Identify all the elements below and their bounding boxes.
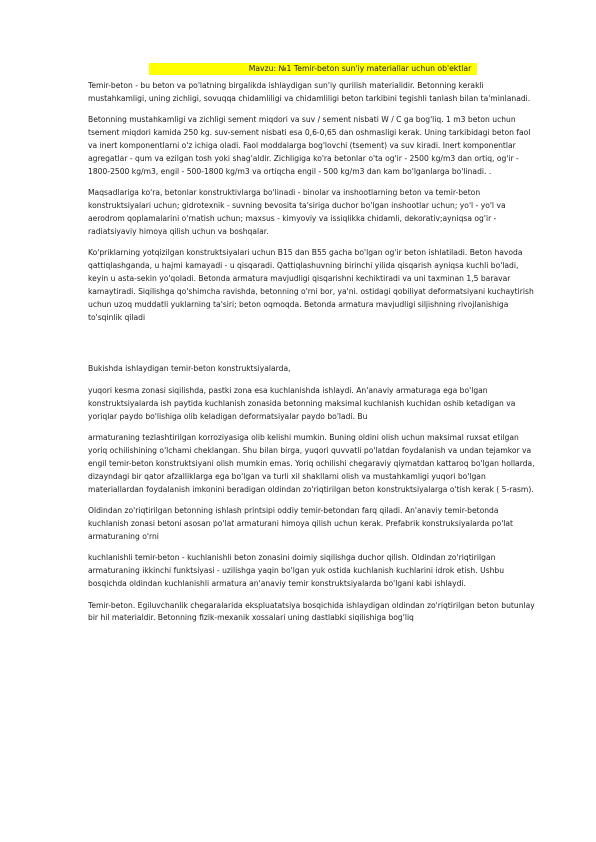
paragraph-4: Ko'priklarning yotqizilgan konstruktsiyalari uchun B15 dan B55 gacha bo'lgan og'ir beton ishlatiladi. Beton havoda qattiqlashganda, u hajmi kamayadi - u qisqaradi. Qattiqlashuvning birinchi yilida qisqarish ayniqsa kuchli bo'ladi, keyin u asta-sekin yo'qoladi. Betonda armatura mavjudligi qisqarishni kechiktiradi va uni taxminan 1,5 baravar kamaytiradi. Siqilishga qo'shimcha ravishda, betonning o'rni bor, ya'ni. ostidagi qobiliyat deformatsiyani kuchaytirish uchun uzoq muddatli yuklarning ta'siri; beton oqmoqda. Betonda armatura mavjudligi siljishning rivojlanishiga to'sqinlik qiladi: [88, 248, 534, 322]
paragraph-7: armaturaning tezlashtirilgan korroziyasiga olib kelishi mumkin. Buning oldini olish uchun maksimal ruxsat etilgan yoriq ochilishining o'lchami cheklangan. Shu bilan birga, yuqori quvvatli po'latdan foydalanish va undan tejamkor va engil temir-beton konstruktsiyani olish mumkin emas. Yoriq ochilishi chegaraviy qiymatdan kattaroq bo'lgan hollarda, dizayndagi bir qator afzalliklarga ega bo'lgan va turli xil shakllarni olish va mustahkamligi yuqori bo'lgan materiallardan foydalanish imkonini beradigan oldindan zo'riqtirilgan beton konstruktsiyalarga o'tish kerak ( 5-rasm).: [88, 433, 535, 494]
paragraph-3: Maqsadlariga ko'ra, betonlar konstruktivlarga bo'linadi - binolar va inshootlarning beton va temir-beton konstruktsiyalari uchun; gidrotexnik - suvning bevosita ta'siriga duchor bo'lgan inshootlar uchun; yo'l - yo'l va aerodrom qoplamalarini o'rnatish uchun; maxsus - kimyoviy va issiqlikka chidamli, dekorativ;ayniqsa og'ir - radiatsiyaviy himoya qilish uchun va boshqalar.: [88, 188, 506, 237]
paragraph-9: kuchlanishli temir-beton - kuchlanishli beton zonasini doimiy siqilishga duchor qilish. Oldindan zo'riqtirilgan armaturaning ikkinchi funktsiyasi - uzilishga yaqin bo'lgan yuk ostida kuchlanish kuchlarini idrok etish. Ushbu bosqichda oldindan kuchlanishli armatura an'anaviy temir konstruktsiyalarda bo'lgani kabi ishlaydi.: [88, 553, 505, 589]
document-title: Mavzu: №1 Temir-beton sun'iy materiallar uchun ob'ektlar: [149, 63, 478, 75]
paragraph-1: Temir-beton - bu beton va po'latning birgalikda ishlaydigan sun'iy qurilish materialidir. Betonning kerakli mustahkamligi, uning zichligi, sovuqqa chidamliligi va chidamliligi beton tarkibini tegishli tanlash bilan ta'minlanadi.: [88, 81, 531, 103]
paragraph-8: Oldindan zo'riqtirilgan betonning ishlash printsipi oddiy temir-betondan farq qiladi. An'anaviy temir-betonda kuchlanish zonasi betoni asosan po'lat armaturani himoya qilish uchun kerak. Prefabrik konstruksiyalarda po'lat armaturaning o'rni: [88, 506, 514, 541]
paragraph-6: yuqori kesma zonasi siqilishda, pastki zona esa kuchlanishda ishlaydi. An'anaviy armaturaga ega bo'lgan konstruktsiyalarda ish paytida kuchlanish zonasida betonning maksimal kuchlanish kuchidan oshib ketadigan va yoriqlar paydo bo'lishiga olib keladigan deformatsiyalar paydo bo'ladi. Bu: [88, 385, 516, 421]
paragraph-2: Betonning mustahkamligi va zichligi sement miqdori va suv / sement nisbati W / C ga bog'liq. 1 m3 beton uchun tsement miqdori kamida 250 kg. suv-sement nisbati esa 0,6-0,65 dan oshmasligi kerak. Uning tarkibidagi beton faol va inert komponentlarni o'z ichiga oladi. Faol moddalarga bog'lovchi (tsement) va suv kiradi. Inert komponentlar agregatlar - qum va ezilgan tosh yoki shag'aldir. Zichligiga ko'ra betonlar o'ta og'ir - 2500 kg/m3 dan ortiq, og'ir - 1800-2500 kg/m3, engil - 500-1800 kg/m3 va ortiqcha engil - 500 kg/m3 dan kam bo'lganlarga bo'linadi. .: [88, 115, 531, 176]
paragraph-10: Temir-beton. Egiluvchanlik chegaralarida ekspluatatsiya bosqichida ishlaydigan oldindan zo'riqtirilgan beton butunlay bir hil materialdir. Betonning fizik-mexanik xossalari uning dastlabki siqilishiga bog'liq: [88, 600, 535, 623]
title-row: [88, 56, 538, 73]
blank-space: [88, 333, 538, 363]
paragraph-5: Bukishda ishlaydigan temir-beton konstruktsiyalarda,: [88, 364, 291, 374]
